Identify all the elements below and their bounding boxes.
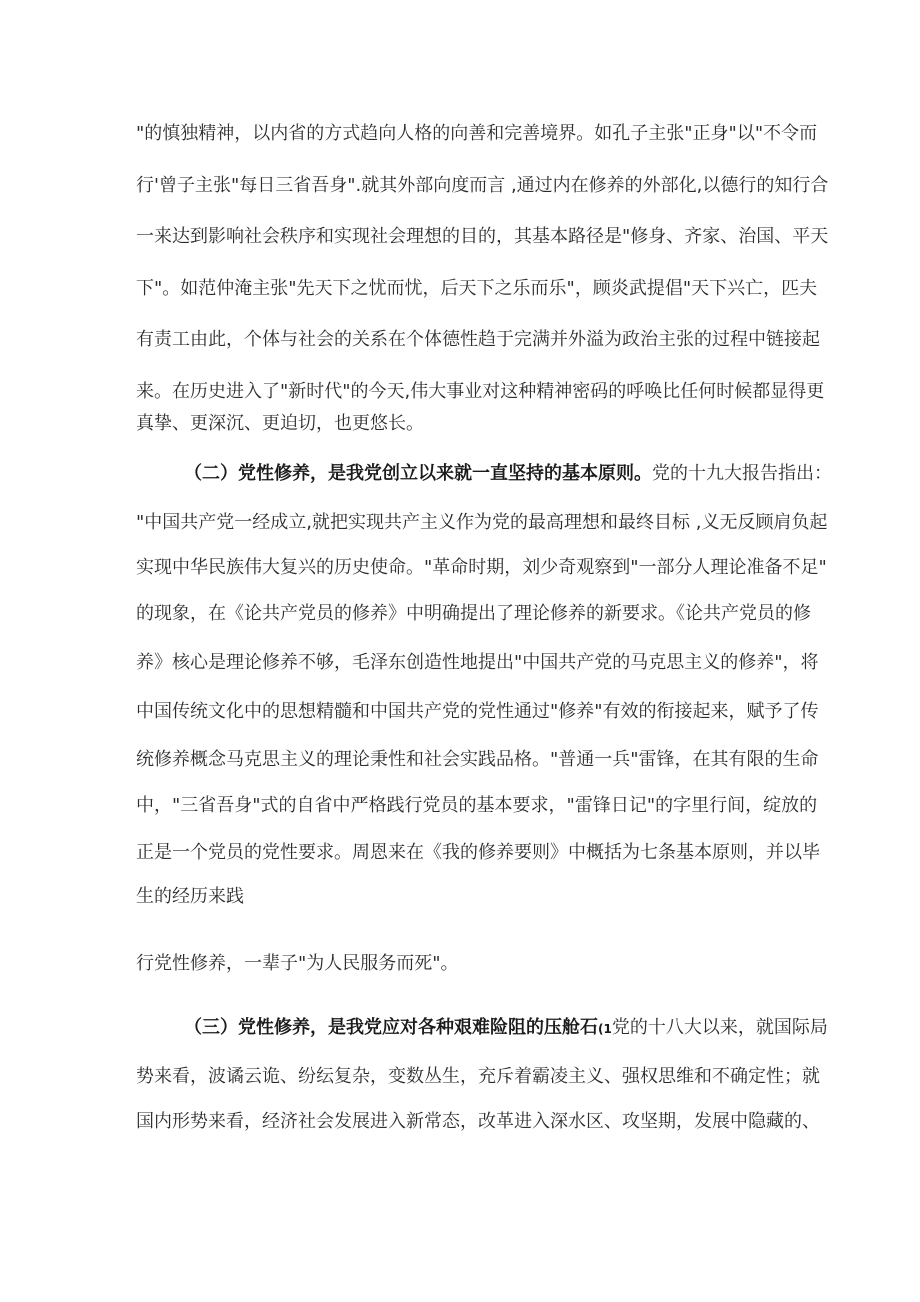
paragraph-1-line-2: 行'曾子主张"每日三省吾身".就其外部向度而言 ,通过内在修养的外部化,以德行的知行合 (136, 175, 829, 196)
paragraph-2-line-5: 中国传统文化中的思想精髓和中国共产党的党性通过"修养"有效的衔接起来，赋予了传 (136, 701, 819, 722)
paragraph-1-line-1: "的慎独精神，以内省的方式趋向人格的向善和完善境界。如孔子主张"正身"以"不令而 (136, 123, 818, 144)
paragraph-2-line-4: 养》核心是理论修养不够，毛泽东创造性地提出"中国共产党的马克思主义的修养"，将 (136, 652, 819, 673)
paragraph-1-line-6: 来。在历史进入了"新时代"的今天,伟大事业对这种精神密码的呼唤比任何时候都显得更 (136, 381, 825, 402)
paragraph-2-line-2: 实现中华民族伟大复兴的历史使命。"革命时期，刘少奇观察到"一部分人理论准备不足" (136, 557, 827, 578)
paragraph-2-line-1: "中国共产党一经成立,就把实现共产主义作为党的最高理想和最终目标 ,义无反顾肩负起 (136, 512, 828, 533)
paragraph-3-first-line (184, 1013, 828, 1043)
paragraph-1-line-7: 真挚、更深沉、更迫切，也更悠长。 (136, 413, 424, 434)
paragraph-2-line-3: 的现象，在《论共产党员的修养》中明确提出了理论修养的新要求。《论共产党员的修 (136, 603, 811, 624)
paragraph-3-line-2: 国内形势来看，经济社会发展进入新常态，改革进入深水区、攻坚期，发展中隐藏的、 (136, 1111, 820, 1132)
paragraph-2-line-8: 正是一个党员的党性要求。周恩来在《我的修养要则》中概括为七条基本原则，并以毕 (136, 842, 820, 863)
paragraph-1-line-3: 一来达到影响社会秩序和实现社会理想的目的，其基本路径是"修身、齐家、治国、平天 (136, 226, 829, 247)
paragraph-3-line-1: 势来看，波谲云诡、纷纭复杂，变数丛生，充斥着霸凌主义、强权思维和不确定性；就 (136, 1066, 820, 1087)
paragraph-3-first-line-rest: 党的十八大以来，就国际局 (611, 1017, 828, 1038)
paragraph-2-line-7: 中，"三省吾身"式的自省中严格践行党员的基本要求，"雷锋日记"的字里行间，绽放的 (136, 795, 818, 816)
paragraph-2-first-line-rest: 党的十九大报告指出： (652, 463, 832, 484)
paragraph-1-line-5: 有责工由此，个体与社会的关系在个体德性趋于完满并外溢为政治主张的过程中链接起 (136, 329, 820, 350)
paragraph-3-heading-mark: (1 (598, 1022, 612, 1036)
paragraph-3-heading: （三）党性修养，是我党应对各种艰难险阻的压舱石 (184, 1017, 598, 1038)
paragraph-2-heading: （二）党性修养，是我党创立以来就一直坚持的基本原则。 (184, 463, 652, 484)
paragraph-2-line-9: 生的经历来践 (136, 886, 244, 907)
paragraph-2-line-6: 统修养概念马克思主义的理论秉性和社会实践品格。"普通一兵"雷锋，在其有限的生命 (136, 749, 819, 770)
paragraph-1-line-4: 下"。如范仲淹主张"先天下之忧而忧，后天下之乐而乐"，顾炎武提倡"天下兴亡，匹夫 (136, 278, 818, 299)
paragraph-2-continuation: 行党性修养，一辈子"为人民服务而死"。 (136, 953, 459, 974)
paragraph-2-first-line (184, 459, 832, 489)
